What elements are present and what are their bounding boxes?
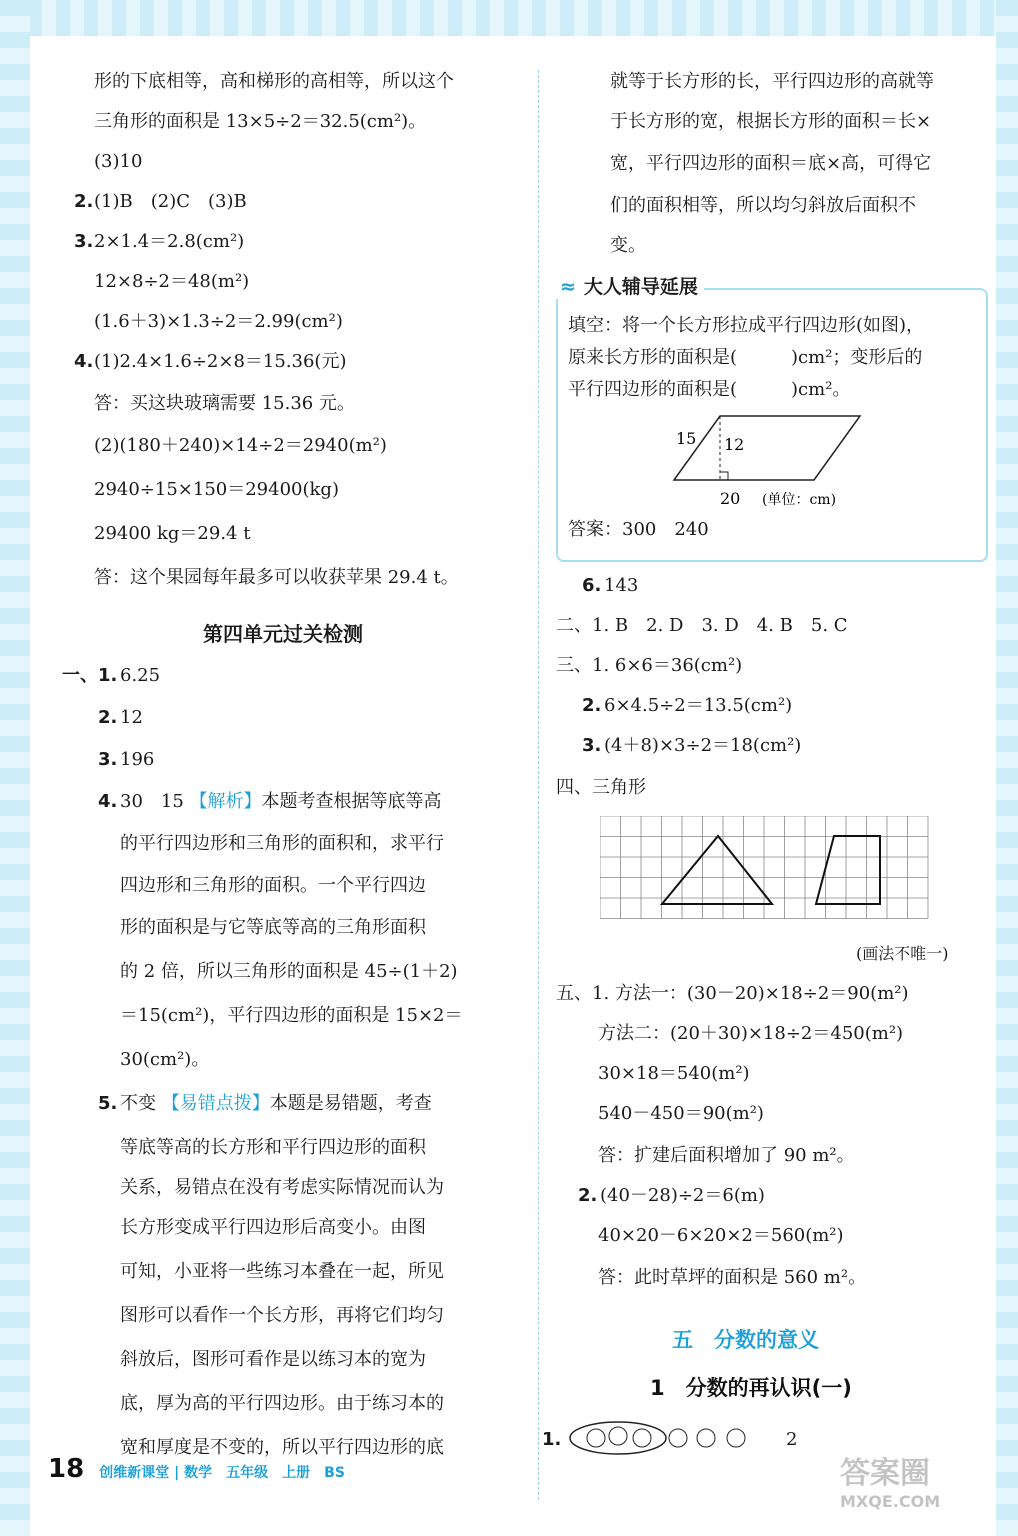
tip-text: 本题是易错题，考查 bbox=[269, 1093, 432, 1114]
question-number: 4. bbox=[74, 351, 94, 372]
text-line: 四边形和三角形的面积。一个平行四边 bbox=[120, 875, 426, 896]
text-line: 长方形变成平行四边形后高变小。由图 bbox=[120, 1217, 426, 1238]
side-label: 15 bbox=[676, 429, 697, 448]
drawn-triangle bbox=[662, 836, 772, 904]
text-line: 四、三角形 bbox=[556, 777, 646, 798]
text-line: 2940÷15×150＝29400(kg) bbox=[94, 479, 339, 500]
text-line: 方法二：(20＋30)×18÷2＝450(m²) bbox=[598, 1023, 904, 1044]
text-line: 斜放后，图形可看作是以练习本的宽为 bbox=[120, 1349, 426, 1370]
unit-label: (单位：cm) bbox=[762, 492, 837, 508]
text-line: 的平行四边形和三角形的面积和，求平行 bbox=[120, 833, 444, 854]
text-line: 变。 bbox=[610, 235, 646, 256]
text-line: 二、1. B 2. D 3. D 4. B 5. C bbox=[556, 615, 848, 636]
text-line: 40×20－6×20×2＝560(m²) bbox=[598, 1225, 844, 1246]
text-line: 可知，小亚将一些练习本叠在一起，所见 bbox=[120, 1261, 444, 1282]
question-number: 3. bbox=[74, 231, 94, 252]
text-line: (1)2.4×1.6÷2×8＝15.36(元) bbox=[94, 351, 347, 372]
text-line: 540－450＝90(m²) bbox=[598, 1103, 764, 1124]
question-number: 5. bbox=[98, 1093, 118, 1114]
question-number: 4. bbox=[98, 791, 118, 812]
text-line: 30(cm²)。 bbox=[120, 1049, 210, 1070]
text-line: 五、1. 方法一：(30－20)×18÷2＝90(m²) bbox=[556, 983, 909, 1004]
text-line: 12×8÷2＝48(m²) bbox=[94, 271, 250, 292]
text-line: 6×4.5÷2＝13.5(cm²) bbox=[604, 695, 793, 716]
text-line: (4＋8)×3÷2＝18(cm²) bbox=[604, 735, 802, 756]
text-line: 形的下底相等，高和梯形的高相等，所以这个 bbox=[94, 71, 454, 92]
question-number: 2. bbox=[98, 707, 118, 728]
analysis-text: 本题考查根据等底等高 bbox=[261, 791, 442, 812]
answer-page bbox=[38, 48, 996, 1508]
question-number: 2. bbox=[74, 191, 94, 212]
text-line: 三、1. 6×6＝36(cm²) bbox=[556, 655, 743, 676]
text-line: 30×18＝540(m²) bbox=[598, 1063, 750, 1084]
text-line: 于长方形的宽，根据长方形的面积＝长× bbox=[610, 111, 932, 132]
text-line: 6.25 bbox=[120, 665, 161, 686]
bird-icon bbox=[669, 1429, 687, 1447]
text-line: 2×1.4＝2.8(cm²) bbox=[94, 231, 245, 252]
watermark bbox=[840, 1448, 940, 1511]
text-line: 们的面积相等，所以均匀斜放后面积不 bbox=[610, 195, 916, 216]
lesson-title: 1 分数的再认识(一) bbox=[650, 1376, 852, 1400]
question-number: 1. bbox=[542, 1429, 562, 1450]
text-line: 底，厚为高的平行四边形。由于练习本的 bbox=[120, 1393, 444, 1414]
birds-illustration bbox=[566, 1416, 776, 1460]
bird-icon bbox=[697, 1429, 715, 1447]
text-line: (2)(180＋240)×14÷2＝2940(m²) bbox=[94, 435, 387, 456]
text-line: ＝15(cm²)，平行四边形的面积是 15×2＝ bbox=[120, 1005, 463, 1026]
text-line: (1.6＋3)×1.3÷2＝2.99(cm²) bbox=[94, 311, 343, 332]
bird-icon bbox=[587, 1429, 605, 1447]
parallelogram-shape bbox=[674, 416, 860, 480]
box-answer: 答案：300 240 bbox=[568, 519, 709, 540]
watermark-logo: 答案圈 bbox=[840, 1456, 930, 1491]
text-line bbox=[120, 790, 442, 814]
text-line: 2 bbox=[786, 1429, 798, 1450]
extension-box-title: ≈ 大人辅导延展 bbox=[554, 272, 704, 299]
bird-icon bbox=[633, 1429, 651, 1447]
question-number: 3. bbox=[98, 749, 118, 770]
question-number: 一、1. bbox=[62, 665, 118, 686]
text-line: (3)10 bbox=[94, 151, 143, 172]
height-label: 12 bbox=[724, 435, 745, 454]
unit-title: 五 分数的意义 bbox=[672, 1328, 819, 1352]
text-line: 图形可以看作一个长方形，再将它们均匀 bbox=[120, 1305, 444, 1326]
text-line: 答：此时草坪的面积是 560 m²。 bbox=[598, 1267, 867, 1288]
text-line: 答：买这块玻璃需要 15.36 元。 bbox=[94, 393, 355, 414]
text-line: 填空：将一个长方形拉成平行四边形(如图)， bbox=[568, 315, 925, 336]
decorative-border-top bbox=[0, 0, 1018, 36]
text-line: 12 bbox=[120, 707, 143, 728]
text-line: 原来长方形的面积是( )cm²；变形后的 bbox=[568, 347, 923, 368]
page-footer bbox=[48, 1454, 345, 1484]
text-line: 就等于长方形的长，平行四边形的高就等 bbox=[610, 71, 934, 92]
grid-note: (画法不唯一) bbox=[856, 944, 949, 963]
wave-icon: ≈ bbox=[560, 276, 576, 298]
grid-drawing bbox=[600, 816, 930, 928]
text-line: 143 bbox=[604, 575, 639, 596]
text-line: 关系，易错点在没有考虑实际情况而认为 bbox=[120, 1177, 444, 1198]
parallelogram-figure bbox=[658, 414, 978, 514]
text-line: 等底等高的长方形和平行四边形的面积 bbox=[120, 1137, 426, 1158]
decorative-border-left bbox=[0, 0, 30, 1536]
column-divider bbox=[538, 70, 539, 1500]
text-line bbox=[120, 1092, 432, 1116]
text-line: 平行四边形的面积是( )cm²。 bbox=[568, 379, 851, 400]
section-title: 第四单元过关检测 bbox=[203, 622, 363, 646]
right-angle-mark bbox=[720, 472, 728, 480]
page-number: 18 bbox=[48, 1454, 85, 1484]
question-number: 2. bbox=[578, 1185, 598, 1206]
text-line: 196 bbox=[120, 749, 155, 770]
text-line: 三角形的面积是 13×5÷2＝32.5(cm²)。 bbox=[94, 111, 427, 132]
base-label: 20 bbox=[720, 489, 741, 508]
question-number: 2. bbox=[582, 695, 602, 716]
text-line: 宽，平行四边形的面积＝底×高，可得它 bbox=[610, 153, 932, 174]
text-line: (1)B (2)C (3)B bbox=[94, 191, 247, 212]
book-info: 创维新课堂 | 数学 五年级 上册 BS bbox=[99, 1465, 345, 1481]
bird-icon bbox=[727, 1429, 745, 1447]
text-line: (40－28)÷2＝6(m) bbox=[600, 1185, 765, 1206]
question-number: 3. bbox=[582, 735, 602, 756]
analysis-tag: 【解析】 bbox=[189, 791, 262, 812]
answer-value: 不变 bbox=[120, 1093, 156, 1114]
text-line: 29400 kg＝29.4 t bbox=[94, 523, 251, 544]
text-line: 宽和厚度是不变的，所以平行四边形的底 bbox=[120, 1437, 444, 1458]
question-number: 6. bbox=[582, 575, 602, 596]
text-line: 答：这个果园每年最多可以收获苹果 29.4 t。 bbox=[94, 567, 459, 588]
bird-icon bbox=[609, 1427, 627, 1445]
text-line: 形的面积是与它等底等高的三角形面积 bbox=[120, 917, 426, 938]
text-line: 的 2 倍，所以三角形的面积是 45÷(1＋2) bbox=[120, 961, 458, 982]
answer-value: 30 15 bbox=[120, 791, 184, 812]
text-line: 答：扩建后面积增加了 90 m²。 bbox=[598, 1145, 855, 1166]
watermark-url: MXQE.COM bbox=[840, 1492, 941, 1511]
tip-tag: 【易错点拨】 bbox=[161, 1093, 270, 1114]
decorative-border-right bbox=[996, 0, 1018, 1536]
